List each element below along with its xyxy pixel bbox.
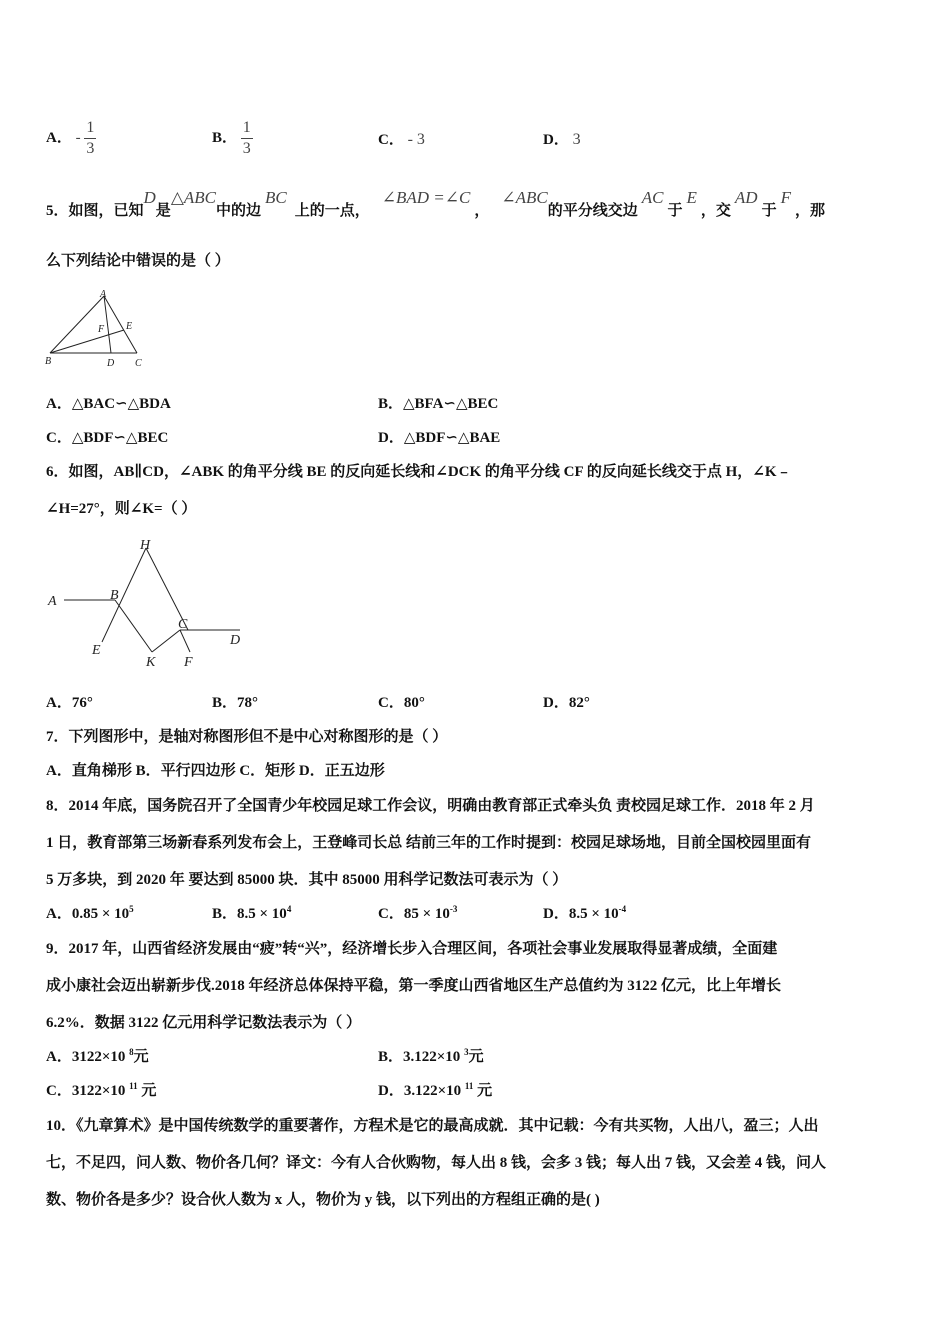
q9-stem-line1: 9．2017 年，山西省经济发展由“疲”转“兴”，经济增长步入合理区间，各项社会事业发展取得显著成绩，全面建 (46, 941, 778, 957)
q5-text-2: 是 (155, 203, 171, 219)
q5-math-bc: BC (265, 188, 287, 207)
q8-option-d[interactable] (543, 902, 626, 923)
q5-figure (40, 286, 150, 370)
q6-fig-segment-bk (115, 600, 152, 652)
q8-option-a[interactable] (46, 902, 134, 923)
q8-option-b[interactable] (212, 902, 291, 923)
q5-math-ad: AD (734, 188, 758, 207)
q7-options[interactable]: A．直角梯形 B．平行四边形 C．矩形 D．正五边形 (46, 763, 385, 779)
q4-option-c-label: C． (378, 132, 404, 148)
q5-text-4: 上的一点， (294, 203, 370, 219)
q5-stem-line1 (46, 188, 826, 220)
q5-option-a[interactable]: A．△BAC∽△BDA (46, 396, 171, 412)
q8-option-c-exponent: -3 (449, 904, 458, 914)
q6-option-a[interactable]: A．76° (46, 695, 93, 711)
q9-option-c-unit: 元 (137, 1083, 157, 1099)
q9-option-d-base: D．3.122×10 (378, 1083, 462, 1099)
q6-fig-segment-cf (180, 630, 190, 652)
q4-option-d-label: D． (543, 132, 569, 148)
q8-option-a-exponent: 5 (129, 904, 134, 914)
q6-fig-line-he (102, 548, 146, 642)
q8-option-c-base: C．85 × 10 (378, 906, 450, 922)
q5-fig-label-d: D (107, 358, 115, 369)
q9-option-b-exponent: 3 (464, 1047, 469, 1057)
q5-math-angle-abc: ∠ABC (501, 188, 548, 207)
q4-option-a-fraction (84, 118, 96, 159)
q8-option-a-base: A．0.85 × 10 (46, 906, 130, 922)
q5-math-f: F (780, 188, 791, 207)
q9-option-a-exponent: 8 (129, 1047, 134, 1057)
q6-stem-line2: ∠H=27°，则∠K=（ ） (46, 501, 197, 517)
q7-stem: 7．下列图形中，是轴对称图形但不是中心对称图形的是（ ） (46, 729, 448, 745)
q5-text-8: ，交 (700, 203, 731, 219)
q8-option-d-exponent: -4 (618, 904, 627, 914)
q9-option-b[interactable] (378, 1045, 484, 1066)
q9-option-a[interactable] (46, 1045, 149, 1066)
q4-option-b[interactable] (212, 118, 253, 159)
q9-option-b-unit: 元 (468, 1049, 484, 1065)
q6-fig-label-d: D (230, 633, 241, 648)
q4-option-a-label: A． (46, 129, 72, 146)
q4-option-a-numerator: 1 (84, 118, 96, 139)
q5-stem-line2: 么下列结论中错误的是（ ） (46, 253, 230, 269)
q5-fig-label-a: A (100, 289, 107, 300)
q4-option-b-fraction (241, 118, 253, 159)
q6-fig-label-e: E (92, 643, 101, 658)
q9-option-c-exponent: 11 (129, 1081, 138, 1091)
q5-fig-label-b: B (45, 356, 52, 367)
q8-option-c[interactable] (378, 902, 457, 923)
q5-option-b[interactable]: B．△BFA∽△BEC (378, 396, 499, 412)
q5-text-5: ， (474, 203, 490, 219)
q6-fig-label-c: C (178, 617, 188, 632)
q8-stem-line2: 1 日，教育部第三场新春系列发布会上，王登峰司长总 结前三年的工作时提到：校园足球场地，目前全国校园里面有 (46, 835, 812, 851)
q5-text-6: 的平分线交边 (547, 203, 638, 219)
q6-option-d[interactable]: D．82° (543, 695, 590, 711)
q6-fig-label-a: A (48, 594, 57, 609)
q5-option-c[interactable]: C．△BDF∽△BEC (46, 430, 169, 446)
q10-stem-line1: 10．《九章算术》是中国传统数学的重要著作，方程术是它的最高成就．其中记载：今有共买物，人出八，盈三；人出 (46, 1118, 819, 1134)
q4-option-b-numerator: 1 (241, 118, 253, 139)
q6-fig-label-b: B (110, 588, 119, 603)
q9-option-d-exponent: 11 (464, 1081, 474, 1091)
q5-math-angle-eq: ∠BAD =∠C (381, 188, 471, 207)
q6-figure (40, 532, 260, 672)
q9-option-c-base: C．3122×10 (46, 1083, 126, 1099)
q4-option-a-sign: - (75, 129, 81, 146)
q8-stem-line3: 5 万多块，到 2020 年 要达到 85000 块．其中 85000 用科学记数法可表示为（ ） (46, 872, 568, 888)
q8-option-d-base: D．8.5 × 10 (543, 906, 619, 922)
q9-option-b-base: B．3.122×10 (378, 1049, 461, 1065)
q9-stem-line3: 6.2%．数据 3122 亿元用科学记数法表示为（ ） (46, 1015, 362, 1031)
q4-option-b-denominator: 3 (242, 140, 251, 157)
q6-fig-label-f: F (184, 655, 193, 670)
q9-option-d-unit: 元 (473, 1083, 493, 1099)
q9-option-a-unit: 元 (133, 1049, 149, 1065)
q5-text-7: 于 (667, 203, 683, 219)
q6-fig-label-k: K (146, 655, 156, 670)
q6-option-b[interactable]: B．78° (212, 695, 259, 711)
q5-text-9: 于 (761, 203, 777, 219)
q5-option-d[interactable]: D．△BDF∽△BAE (378, 430, 501, 446)
q5-text-10: ，那 (795, 203, 826, 219)
q5-math-ac: AC (641, 188, 664, 207)
q4-option-d[interactable] (543, 128, 581, 149)
q4-option-c[interactable] (378, 128, 425, 149)
q5-text-3: 中的边 (216, 203, 262, 219)
q5-math-d: D (143, 188, 156, 207)
q8-option-b-base: B．8.5 × 10 (212, 906, 287, 922)
q6-option-c[interactable]: C．80° (378, 695, 425, 711)
q4-option-a[interactable] (46, 118, 96, 159)
q5-fig-segment-ad (104, 296, 111, 353)
q5-math-triangle: △ABC (170, 188, 216, 207)
q6-fig-label-h: H (140, 538, 151, 553)
q10-stem-line3: 数、物价各是多少？设合伙人数为 x 人，物价为 y 钱，以下列出的方程组正确的是( ) (46, 1192, 600, 1208)
q9-option-a-base: A．3122×10 (46, 1049, 126, 1065)
q4-option-c-value: - 3 (407, 131, 425, 148)
q9-option-d[interactable] (378, 1079, 492, 1100)
q4-option-a-denominator: 3 (86, 140, 95, 157)
q5-math-e: E (686, 188, 697, 207)
q9-stem-line2: 成小康社会迈出崭新步伐.2018 年经济总体保持平稳，第一季度山西省地区生产总值约为 3122 亿元，比上年增长 (46, 978, 782, 994)
q6-fig-segment-kc (152, 630, 180, 652)
q5-fig-label-e: E (126, 321, 133, 332)
q5-text-1: 5．如图，已知 (46, 203, 144, 219)
q9-option-c[interactable] (46, 1079, 156, 1100)
q8-option-b-exponent: 4 (286, 904, 292, 914)
q6-stem-line1: 6．如图，AB∥CD，∠ABK 的角平分线 BE 的反向延长线和∠DCK 的角平分线 CF 的反向延长线交于点 H，∠K﹣ (46, 464, 792, 480)
q5-fig-label-c: C (135, 358, 142, 369)
q8-stem-line1: 8．2014 年底，国务院召开了全国青少年校园足球工作会议，明确由教育部正式牵头负 责校园足球工作．2018 年 2 月 (46, 798, 815, 814)
q4-option-b-label: B． (212, 129, 238, 146)
q10-stem-line2: 七，不足四，问人数、物价各几何？译文：今有人合伙购物，每人出 8 钱，会多 3 钱；每人出 7 钱，又会差 4 钱，问人 (46, 1155, 827, 1171)
q5-fig-label-f: F (98, 324, 105, 335)
q4-option-d-value: 3 (572, 131, 581, 148)
